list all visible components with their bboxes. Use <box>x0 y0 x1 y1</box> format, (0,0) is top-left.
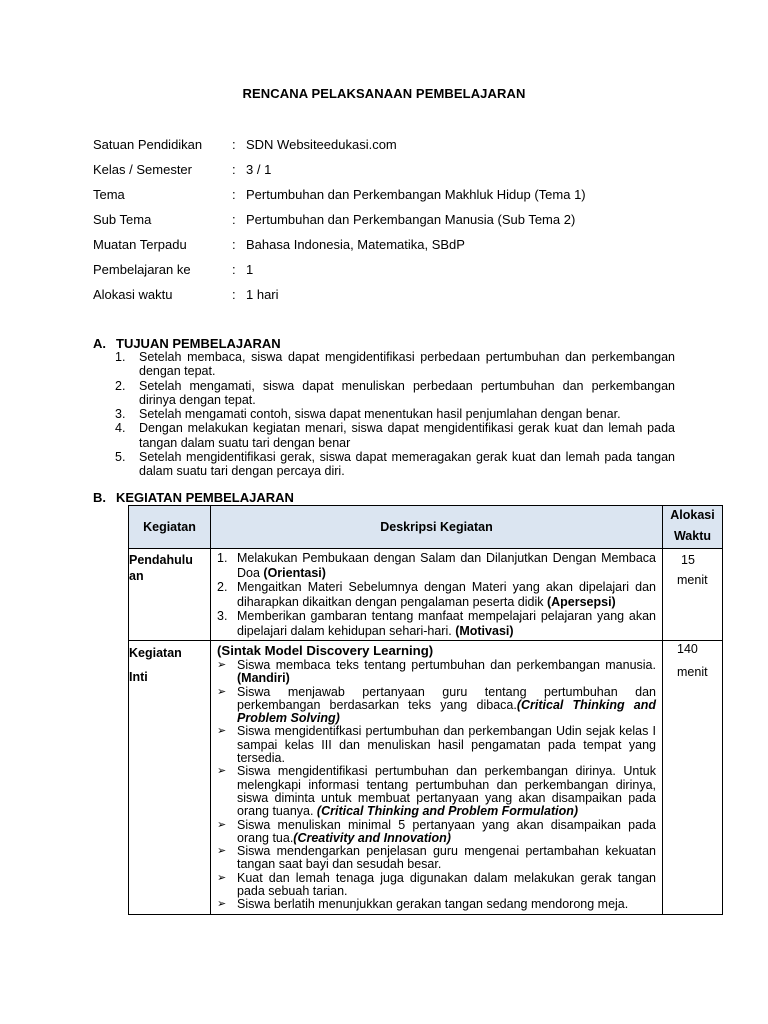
objectives-list <box>115 350 675 479</box>
identity-colon: : <box>232 212 236 227</box>
identity-value: Pertumbuhan dan Perkembangan Manusia (Sub Tema 2) <box>246 212 576 227</box>
section-number: B. <box>93 490 106 505</box>
row-time <box>663 641 723 915</box>
arrow-bullet-icon: ➢ <box>217 685 227 698</box>
identity-row <box>93 162 586 187</box>
time-value: 140 <box>677 642 698 656</box>
list-item <box>217 609 656 638</box>
section-title: KEGIATAN PEMBELAJARAN <box>116 490 294 505</box>
item-number: 1. <box>115 350 126 364</box>
identity-value: 1 <box>246 262 254 277</box>
item-text: Memberikan gambaran tentang manfaat mempelajari pelajaran yang akan dipelajari dalam kehidupan sehari-hari. <box>237 609 656 638</box>
header-alokasi-line2: Waktu <box>673 529 712 543</box>
section-b-heading <box>93 490 294 505</box>
row-description <box>211 549 663 641</box>
item-text: Setelah mengidentifikasi gerak, siswa dapat memeragakan gerak kuat dan lemah pada tangan dalam suatu tari dengan percaya diri. <box>139 450 675 479</box>
identity-row <box>93 287 586 312</box>
time-unit: menit <box>677 665 708 679</box>
list-item <box>217 580 656 609</box>
item-text: Siswa mendengarkan penjelasan guru mengenai pertambahan kekuatan tangan saat bayi dan sesudah besar. <box>237 844 656 872</box>
row-label <box>129 641 211 915</box>
item-text: Siswa mengidentifikasi pertumbuhan dan perkembangan dirinya. Untuk melengkapi informasi tentang pertumbuhan dan perkembangan dirinya, siswa diminta untuk membuat pertanyaan yang akan disampaikan pada orang tuanya. <box>237 764 656 819</box>
arrow-bullet-icon: ➢ <box>217 765 227 778</box>
identity-colon: : <box>232 237 236 252</box>
identity-colon: : <box>232 287 236 302</box>
item-tag: (Critical Thinking and Problem Solving) <box>237 697 656 726</box>
item-text: Dengan melakukan kegiatan menari, siswa dapat mengidentifikasi gerak kuat dan lemah pada tangan dalam suatu tari dengan benar <box>139 421 675 450</box>
item-text: Siswa berlatih menunjukkan gerakan tangan sedang mendorong meja. <box>237 897 629 912</box>
row-label <box>129 549 211 641</box>
identity-row <box>93 237 586 262</box>
identity-label: Pembelajaran ke <box>93 262 191 277</box>
list-item <box>115 407 675 421</box>
list-item <box>217 725 656 765</box>
row-description <box>211 641 663 915</box>
list-item <box>217 765 656 818</box>
identity-row <box>93 187 586 212</box>
item-tag: (Mandiri) <box>237 671 290 686</box>
arrow-bullet-icon: ➢ <box>217 725 227 738</box>
item-tag: (Motivasi) <box>455 623 514 638</box>
identity-row <box>93 212 586 237</box>
inti-list <box>211 659 662 914</box>
item-text: Mengaitkan Materi Sebelumnya dengan Materi yang akan dipelajari dan diharapkan dikaitkan dengan pengalaman peserta didik <box>237 580 656 609</box>
item-number: 4. <box>115 421 126 436</box>
item-text: Siswa membaca teks tentang pertumbuhan dan perkembangan manusia. <box>237 658 656 672</box>
item-number: 3. <box>115 407 126 422</box>
identity-colon: : <box>232 162 236 177</box>
item-number: 2. <box>217 580 228 594</box>
item-tag: (Creativity and Innovation) <box>293 830 451 845</box>
row-time <box>663 549 723 641</box>
identity-value: Pertumbuhan dan Perkembangan Makhluk Hidup (Tema 1) <box>246 187 586 202</box>
arrow-bullet-icon: ➢ <box>217 898 227 911</box>
identity-value: 1 hari <box>246 287 279 302</box>
sintak-heading: (Sintak Model Discovery Learning) <box>217 643 434 658</box>
list-item <box>115 450 675 479</box>
header-kegiatan: Kegiatan <box>129 506 211 549</box>
item-text: Kuat dan lemah tenaga juga digunakan dalam melakukan gerak tangan pada sebuah tarian. <box>237 870 656 899</box>
item-text: Setelah mengamati contoh, siswa dapat menentukan hasil penjumlahan dengan benar. <box>139 407 621 422</box>
arrow-bullet-icon: ➢ <box>217 818 227 831</box>
identity-label: Sub Tema <box>93 212 152 227</box>
item-text: Siswa menjawab pertanyaan guru tentang pertumbuhan dan perkembangan berdasarkan teks yang dibaca. <box>237 684 656 712</box>
item-number: 5. <box>115 450 126 465</box>
list-item <box>217 872 656 899</box>
identity-value: Bahasa Indonesia, Matematika, SBdP <box>246 237 465 252</box>
row-label-line1: Kegiatan <box>129 646 182 660</box>
list-item <box>115 421 675 450</box>
item-number: 2. <box>115 378 126 393</box>
arrow-bullet-icon: ➢ <box>217 845 227 858</box>
document-title: RENCANA PELAKSANAAN PEMBELAJARAN <box>242 86 526 101</box>
header-deskripsi: Deskripsi Kegiatan <box>211 506 663 549</box>
list-item <box>217 551 656 580</box>
section-a-heading <box>93 336 281 351</box>
section-title: TUJUAN PEMBELAJARAN <box>116 336 281 351</box>
item-tag: (Apersepsi) <box>546 594 616 609</box>
identity-label: Alokasi waktu <box>93 287 173 302</box>
identity-label: Satuan Pendidikan <box>93 137 203 152</box>
list-item <box>115 379 675 408</box>
arrow-bullet-icon: ➢ <box>217 871 227 884</box>
list-item <box>217 686 656 726</box>
time-unit: menit <box>677 573 708 587</box>
item-tag: (Critical Thinking and Problem Formulation) <box>316 804 579 819</box>
arrow-bullet-icon: ➢ <box>217 659 227 671</box>
identity-label: Tema <box>93 187 125 202</box>
table-row <box>129 549 723 641</box>
identity-label: Kelas / Semester <box>93 162 192 177</box>
row-label-line2: Inti <box>129 670 148 684</box>
item-text: Siswa mengidentifkasi pertumbuhan dan perkembangan Udin sejak kelas I sampai kelas III dan menuliskan hasil pengamatan pada tempat yang tersedia. <box>237 724 656 766</box>
header-alokasi-line1: Alokasi <box>670 508 715 522</box>
table-row <box>129 641 723 915</box>
identity-label: Muatan Terpadu <box>93 237 187 252</box>
item-number: 3. <box>217 609 228 623</box>
time-value: 15 <box>681 553 695 567</box>
list-item <box>217 898 656 911</box>
identity-row <box>93 137 586 162</box>
pendahuluan-list <box>211 549 662 640</box>
identity-row <box>93 262 586 287</box>
item-text: Setelah mengamati, siswa dapat menuliskan perbedaan pertumbuhan dan perkembangan dirinya dengan tepat. <box>139 378 675 407</box>
identity-block <box>93 137 586 312</box>
list-item <box>115 350 675 379</box>
list-item <box>217 819 656 846</box>
row-label-line1: Pendahulu <box>129 553 193 567</box>
identity-colon: : <box>232 137 236 152</box>
list-item <box>217 659 656 686</box>
table-header-row <box>129 506 723 549</box>
identity-value: 3 / 1 <box>246 162 272 177</box>
identity-colon: : <box>232 187 236 202</box>
item-text: Melakukan Pembukaan dengan Salam dan Dilanjutkan Dengan Membaca Doa <box>237 551 656 580</box>
item-number: 1. <box>217 551 228 565</box>
item-text: Siswa menuliskan minimal 5 pertanyaan yang akan disampaikan pada orang tua. <box>237 817 656 845</box>
identity-colon: : <box>232 262 236 277</box>
header-alokasi <box>663 506 723 549</box>
section-number: A. <box>93 336 106 351</box>
list-item <box>217 845 656 872</box>
item-tag: (Orientasi) <box>263 565 326 580</box>
activities-table <box>128 505 723 915</box>
row-label-line2: an <box>129 569 144 583</box>
identity-value: SDN Websiteedukasi.com <box>246 137 397 152</box>
item-text: Setelah membaca, siswa dapat mengidentifikasi perbedaan pertumbuhan dan perkembangan dengan tepat. <box>139 350 675 379</box>
